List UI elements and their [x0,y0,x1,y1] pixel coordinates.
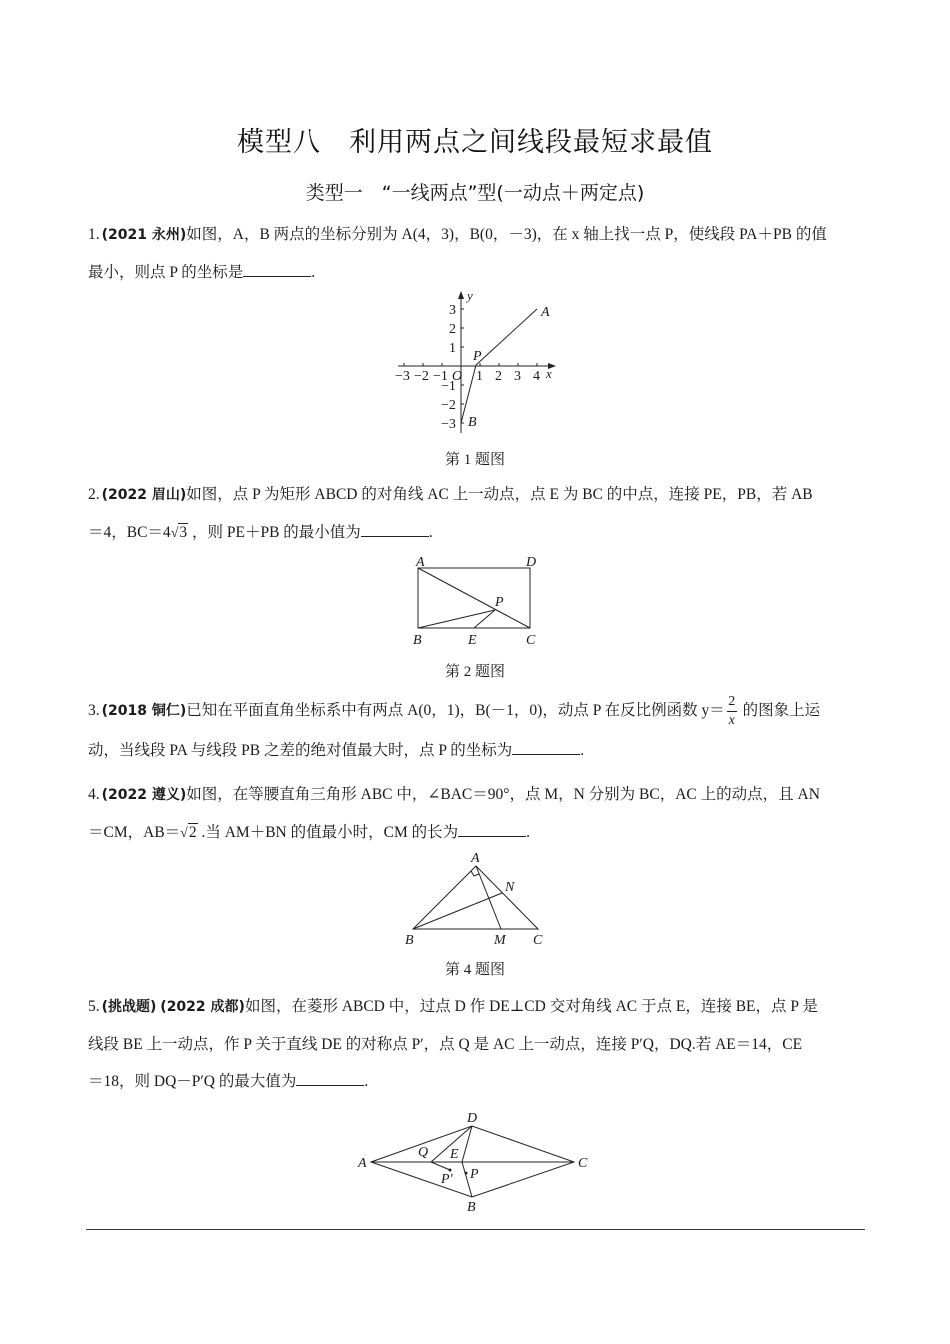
question-text: 线段 BE 上一动点，作 P 关于直线 DE 的对称点 P′，点 Q 是 AC 上一动点，连接 P′Q，DQ.若 AE＝14，CE [88,1036,803,1053]
sqrt-expression: √3 [170,524,188,541]
point-label-b: B [413,633,422,648]
point-label-b: B [468,415,477,430]
x-tick-label: 2 [495,369,502,384]
question-text: 如图，A，B 两点的坐标分别为 A(4，3)，B(0，－3)，在 x 轴上找一点 P，使线段 PA＋PB 的值 [186,226,827,243]
point-label-c: C [578,1156,588,1171]
x-axis-label: x [546,366,552,381]
question-text: 最小，则点 P 的坐标是 [88,264,244,281]
figure-2-rectangle [400,548,550,653]
question-3 [88,692,866,769]
point-label-q: Q [418,1145,429,1160]
period: . [526,824,530,841]
question-text: 如图，在等腰直角三角形 ABC 中，∠BAC＝90°，点 M，N 分别为 BC，AC 上的动点，且 AN [186,786,820,803]
point-label-p: P [470,1167,479,1182]
question-text: ＝CM，AB＝ [88,824,181,841]
x-tick-label: 1 [476,369,483,384]
point-label-p: P [495,595,504,610]
origin-label: O [452,369,463,384]
question-text: 如图，在菱形 ABCD 中，过点 D 作 DE⊥CD 交对角线 AC 于点 E，连接 BE，点 P 是 [244,998,818,1015]
figure-4-triangle [395,845,555,950]
point-label-e: E [450,1147,459,1162]
point-label-c: C [526,633,536,648]
question-number: 5. [88,998,100,1015]
question-5 [88,988,866,1100]
y-tick-label: −3 [441,417,456,432]
x-tick-label: 3 [514,369,521,384]
y-tick-label: 3 [449,303,456,318]
figure-1-coordinate-plane [380,285,580,435]
y-tick-label: 1 [449,341,456,356]
y-axis-label: y [467,288,473,303]
question-text: 的图象上运 [738,702,821,719]
point-label-d: D [526,555,537,570]
challenge-tag: (挑战题) [101,999,157,1015]
question-text: ＝4，BC＝4 [88,524,171,541]
question-number: 4. [88,786,100,803]
point-label-c: C [533,933,543,948]
question-text: ，则 PE＋PB 的最小值为 [188,524,361,541]
x-tick-label: −1 [433,369,448,384]
period: . [428,524,433,541]
fraction: $\frac{2}{x}$ [728,693,736,728]
y-tick-label: −2 [441,398,456,413]
y-tick-label: 2 [449,322,456,337]
question-text: 已知在平面直角坐标系中有两点 A(0，1)，B(－1，0)，动点 P 在反比例函数 y＝ [186,702,725,719]
x-tick-label: 4 [533,369,540,384]
answer-blank[interactable] [361,522,429,537]
point-label-a: A [358,1156,367,1171]
point-label-b: B [467,1200,476,1215]
question-source: (2021 永州) [101,227,187,243]
question-number: 2. [88,486,100,503]
point-label-m: M [494,933,506,948]
question-2 [88,476,866,552]
question-source: (2022 成都) [160,999,245,1015]
period: . [364,1073,369,1090]
question-4 [88,776,866,852]
question-number: 3. [88,702,100,719]
question-number: 1. [88,226,100,243]
period: . [580,742,585,759]
question-text: ＝18，则 DQ－P′Q 的最大值为 [88,1073,297,1090]
point-label-a: A [471,851,480,866]
period: . [311,264,316,281]
point-label-a: A [416,555,425,570]
page-title: 模型八 利用两点之间线段最短求最值 [237,127,713,158]
sqrt-expression: √2 [180,824,197,841]
point-label-n: N [505,880,515,895]
answer-blank[interactable] [296,1071,364,1086]
footer-divider [86,1229,865,1230]
point-label-p: P [473,349,482,364]
question-1 [88,216,866,291]
point-label-a: A [541,305,550,320]
x-tick-label: −3 [395,369,410,384]
point-label-e: E [468,633,477,648]
x-tick-label: −2 [414,369,429,384]
question-text: .当 AM＋BN 的值最小时，CM 的长为 [197,824,459,841]
figure-1-caption: 第 1 题图 [444,452,505,468]
question-text: 如图，点 P 为矩形 ABCD 的对角线 AC 上一动点，点 E 为 BC 的中点，连接 PE，PB，若 AB [186,486,813,503]
answer-blank[interactable] [458,822,526,837]
point-label-b: B [405,933,414,948]
figure-4-caption: 第 4 题图 [444,962,505,978]
answer-blank[interactable] [512,740,580,755]
question-text: 动，当线段 PA 与线段 PB 之差的绝对值最大时，点 P 的坐标为 [88,742,513,759]
y-tick-label: −1 [441,379,456,394]
question-source: (2022 眉山) [101,487,187,503]
figure-2-caption: 第 2 题图 [444,664,505,680]
answer-blank[interactable] [243,262,311,277]
question-source: (2022 遵义) [101,787,187,803]
section-subtitle: 类型一 “一线两点”型(一动点＋两定点) [305,182,645,204]
point-label-p-prime: P′ [441,1172,453,1187]
figure-5-rhombus [355,1105,600,1215]
point-label-d: D [467,1111,478,1126]
question-source: (2018 铜仁) [101,703,187,719]
